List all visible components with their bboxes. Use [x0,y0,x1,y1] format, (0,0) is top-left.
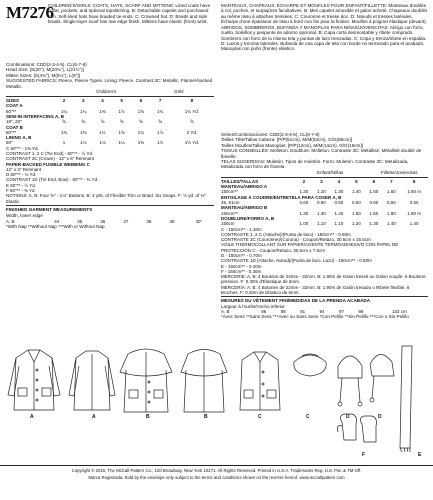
value-cell: 1.40 [409,221,419,227]
value-cell: 102 cm [391,309,407,315]
size-cell: 4 [337,178,341,184]
value-cell: 0.60 [299,200,309,206]
value-cell: 1.10 [334,221,344,227]
size-cell: 8 [190,98,194,104]
value-cell: 0.60 [409,200,419,206]
value-cell: 1½ [157,140,164,146]
value-cell: 1.50 [352,210,361,216]
value-cell: 34 [54,218,60,224]
value-cell: 91 [300,309,306,315]
figure-label: F [362,452,366,458]
row-label: CONTRASTE 1D (Attache, Nœud)/(Punta de lazo, Lazo) - 150cm** - 0.50m [221,258,372,264]
row-label: 46, 51cm [221,200,240,206]
group-children: Children's [96,89,117,95]
value-cell: 1.20 [299,189,309,195]
value-cell: 0.60 [317,200,326,206]
coat-a-front-drawing [8,350,60,410]
finished-title-r: MESURES DU VÊTEMENT FINI/MEDIDAS DE LA PRENDA ACABADA [221,298,371,304]
value-cell: 0.60 [369,200,379,206]
size-group-header [6,89,214,95]
size-cell: 6 [372,178,376,184]
value-cell: 1¾ Yd. [184,108,199,114]
row-label: MERCERÍA: A, B: 4 Botones de 22mm - 32mm. B: 1.90m de Galón tresado o Ribete flexible. 6 Broches. F: 0.30m de Elástico de 6mm. [221,284,410,296]
row-label: 150cm** [221,210,239,216]
table-row [221,285,428,296]
value-cell: 1½ [99,129,106,135]
value-cell: 86 [261,309,267,315]
value-cell: 1⅞ [157,129,164,135]
row-label: COAT B [6,124,23,130]
value-cell: 1.60 [369,210,379,216]
value-cell: 1¼ [118,140,125,146]
value-cell: ⅝ [158,119,163,125]
value-cell: 1.40 [352,189,361,195]
figure-label: E [418,452,422,458]
scarf-e-drawing [400,346,412,452]
row-label: C - 150cm** - 1.30m [221,226,262,232]
size-cell: 2 [302,178,306,184]
row-label: 150cm [221,221,235,227]
value-cell: 2 Yd. [186,129,198,135]
row-label: SEW-IN INTERFACING A, B [6,113,64,119]
row-label: 60"** [6,129,17,135]
left-column [6,62,214,229]
value-cell: 1.20 [317,189,326,195]
value-cell: 1¾ [157,108,164,114]
value-cell: 1⅜ [80,129,87,135]
row-label: 18", 20" [6,119,22,125]
coat-b-back-drawing [181,350,227,413]
value-cell: ⅝ [62,119,66,125]
value-cell: 1.20 [352,221,361,227]
row-label: F 60"** - ⅜ Yd. [6,188,36,194]
row-label: 60"** [6,108,17,114]
mittens-f-drawing [338,414,377,442]
figure-label: A [92,414,96,420]
value-cell: 1.00 [299,221,309,227]
metric-table [221,179,428,296]
intro-french-text: MANTEAUX, CHAPEAUX, ÉCHARPE ET MOUFLES POUR ENFANT/FILLETTE: Manteaux doublés à col, poches, et surpiqûres facultatives. B: Mini capelet amovible et galon acheté. Chapeaux doublés au même tissu à attaches tressées. C: Couronne et tresse doc. D: Nœuds et tresses latérales. Écharpe d'une épaisseur de tissu à bord non fini pour la finition. Moufles à poignet élastique (devant). [221,3,428,24]
head-size: Head Size: [S(20"), M(20¾"), L(21½")] [6,67,84,73]
row-label: ENTOILAGE À COUDRE/ENTRETELA PARA COSER A, B [221,194,342,200]
row-label: D 60"** - ¾ Yd. [6,172,37,178]
value-cell: 1¾ [137,129,145,135]
series: Séries/Combinaciones: CDD(2-3-4-5), CL(6-7-8) [221,132,320,137]
rule [6,205,214,206]
size-cell: 5 [120,98,123,104]
size-cell: 3 [81,98,85,104]
value-cell: ⅝ [119,119,124,125]
hat-d-drawing [338,356,362,406]
mitten-sizes: Mitten Sizes: [S(4¾"), M(5¼"), L(6")] [6,72,81,78]
value-cell: 1.40 [387,221,396,227]
row-label: COAT A [6,103,23,109]
value-cell: 36 [100,218,106,224]
row-label: C 60"** - 1⅜ Yd. [6,145,39,151]
value-cell: 89 [280,309,286,315]
pattern-code: M7276 [6,3,54,22]
value-cell: 38 [146,218,152,224]
figure-label: D [378,414,382,420]
row-label: CONTRAST 1D (Tie End, Bow) - 60"** - ⅜ Yd. [6,177,99,183]
suggested-fabrics: SUGGESTED FABRICS: Fleece, Fleece Types. Lining: Fleece. Contrast 3C: Metallic, Flannel-backed Metallic. [6,78,213,89]
value-cell: 37 [123,218,129,224]
table-row [221,242,428,253]
tailles-moufles: Tailles Moufles/Tallas Manoplas: [P/P(12cm), M/M(14cm), G/G(16cm)] [221,142,364,148]
tissus: TISSUS CONSEILLÉS: Molleton. Doublure: Molleton. Contraste 3C: Métallisé, Métallisé doublé de flanelle. [221,148,422,159]
value-cell: 0.60 [334,200,344,206]
intro-french-spanish [221,3,428,52]
row-label: PAPER-BACKED FUSIBLE WEBBING C [6,161,90,167]
value-cell: ⅝ [139,119,143,125]
rule [221,177,428,178]
table-row [6,193,214,204]
trademark-line: Marca Registrada. Sold by the envelope only subject to the terms and conditions shown on the reverse hereof. www.mccallpattern.com [88,475,345,480]
width-label: Width, lower edge [6,213,43,219]
value-cell: 99 [358,309,364,315]
row-label: CONTRASTE 1, 2 C (Attache)/(Punta de lazo) - 150cm** - 0.50m [221,231,351,237]
size-cell: 2 [62,98,66,104]
value-cell: 97 [338,309,344,315]
size-cell: 3 [320,178,323,184]
value-cell: 0.60 [352,200,361,206]
figure-label: B [146,414,150,420]
intro-english-text: CHILDREN'S/GIRLS' COATS, HATS, SCARF AND MITTENS: Lined coats have collar, pockets, and optional topstitching. B: Detachable capelet and purchased trim. Self-lined hats have braided tie ends. C: Crowned hat. D: Braids and side braids. Single-layer scarf has raw edge finish. Mittens have elastic (front) wrist. [48,3,211,24]
row-label: LINING A, B [6,135,32,141]
row-label: 12" x 3" Remnant [6,166,41,172]
value-cell: 1.40 [334,210,344,216]
row-label: NOTIONS: A, B: Four ⅝" - 1⅛" Buttons. B: 2 yds. of Flexible Trim or Braid. Six Snaps. F: ½ yd. of ⅜" Elastic. [6,193,206,204]
value-cell: 94 [319,309,325,315]
value-cell: 40" [195,218,203,224]
intro-spanish-text: ABRIGOS, SOMBREROS, BUFANDA Y MANOPLAS PARA NIÑAS/JOVENCITAS: Abrigo con forro, cuello, bolsillos y pespunte de adorno opcional. B: Capa corta desmontable y ribete comprado. Sombrero con forro de la misma tela y puntas de lazo trenzadas. C: Copa y trenza/ribete en espalda. D: Lazos y trenzas laterales. Bufanda de una capa de tela con borde no terminado para el acabado. Manoplas con puño (frente) elástico. [221,25,427,52]
value-cell: ⅝ [100,119,105,125]
row-label: VOILE THERMOCOLLANT SUR PAPIER/AGENTE TERMOADHESIVO CON PAPEL DE PROTECCIÓN C - Coupon/Retazo, 30.5cm x 7.5cm [221,242,399,253]
finished-title: FINISHED GARMENT MEASUREMENTS [6,206,93,212]
size-cell: 7 [158,98,162,104]
garment-illustrations [6,340,428,460]
value-cell: 1.80 [387,210,396,216]
capelet-drawing [294,354,326,376]
value-cell: 1.60 m [407,189,421,195]
sizes-label: TAILLES/TALLAS [221,178,259,184]
value-cell: 1.30 [369,221,379,227]
group-enfant: Enfant/Niñas [317,169,344,175]
group-girls: Girls' [174,89,185,95]
row-label: A, B [221,309,230,315]
value-cell: 39 [169,218,175,224]
coat-b-front-drawing [120,349,172,412]
size-group-header-r [221,170,428,176]
row-label: 60" [6,140,13,146]
size-cell: 6 [139,98,143,104]
row-label: MANTEAU/ABRIGO A [221,184,268,190]
combinations: Combinations: CDD(2-3-4-5), CL(6-7-8) [6,62,87,67]
coat-a-back-drawing [69,351,115,410]
value-cell: 35 [77,218,83,224]
value-cell: 1 [62,140,66,146]
value-cell: 1.30 [317,210,326,216]
value-cell: 1⅛ [80,140,87,146]
value-cell: 1½ [118,108,125,114]
value-cell: 1½ Yd. [184,140,199,146]
value-cell: ⅝ [81,119,86,125]
tailles-tete: Tailles Tête/Tallas Cabeza: [P/P(51cm), M/M(53cm), G/G(55cm)] [221,137,353,143]
figure-label: C [258,414,262,420]
row-label: CONTRAST 3C (Crown) - 12" x 6" Remnant [6,156,94,162]
intro-english [48,3,216,24]
group-fillette: Fillette/Jovencitas [381,169,418,175]
right-column [221,132,428,320]
row-label: 150cm** [221,189,239,195]
value-cell: 1¼ [60,108,68,114]
figure-label: B [204,414,208,420]
value-cell: 1¼ [80,108,87,114]
row-label: DOUBLURE/FORRO A, B [221,215,275,221]
hat-d-side-drawing [370,354,394,402]
rule [6,96,214,97]
row-label: CONTRASTE 3C (Couronne)/(Corona) - Coupon/Retazo, 30.5cm x 15.5cm [221,237,371,243]
row-label: E 60"** - ½ Yd. [6,182,37,188]
value-cell: 1⅝ [118,129,125,135]
figure-label: C [306,414,310,420]
yardage-table [6,98,214,204]
value-cell: 1.80 m [407,210,421,216]
value-cell: 1.30 [334,189,344,195]
value-cell: 1.30 [299,210,309,216]
size-cell: 4 [101,98,104,104]
figure-label: A [30,414,34,420]
footer [0,465,433,494]
telas: TELAS SUGERIDAS: Muletón, Tipos de muletón. Forro: Muletón. Contraste 3C: Metalizada, Metalizada con forro de franela. [221,159,409,170]
value-cell: 1⅝ [137,108,145,114]
width-label-r: Largeur à l'ourlet/Ancho inferior [221,303,285,309]
size-cell: 8 [412,178,416,184]
table-row [221,274,428,285]
value-cell: 1⅛ [99,140,106,146]
value-cell: ⅝ [190,119,194,125]
value-cell: 1⅜ [60,129,68,135]
value-cell: 1⅜ [99,108,106,114]
footnote-r: *Avec Sens **Sans Sens ***Avec ou Sans Sens *Con Pelillo **Sin Pelillo ***Con o Sin Pelillo [221,314,409,320]
value-cell: 1.60 [387,189,396,195]
copyright-line: Copyright © 2015, The McCall Pattern Co., 120 Broadway, New York 10271. All Rights Reserved. Printed in U.S.A. Trademarks Reg. U.S. Pat. & TM Off. [71,468,362,473]
row-label: MANTEAU/ABRIGO B [221,205,268,211]
value-cell: 1.10 [317,221,326,227]
row-label: MERCERIE: A, B: 4 Boutons de 22mm - 32mm. B: 1.90m de Galon tressé ou Galon souple. 6 Boutons-pression. F: 0.30m d'Élastique de 6mm. [221,274,427,285]
row-label: E - 150cm** - 0.40m [221,263,262,269]
row-label: A, B [6,218,15,224]
row-label: F - 150cm** - 0.30m [221,268,262,274]
row-label: CONTRAST 1, 2 C (Tie End) - 60"** - ½ Yd. [6,151,94,156]
sizes-label: SIZES [6,98,20,104]
size-cell: 5 [355,178,358,184]
value-cell: 1⅜ [137,140,145,146]
row-label: D - 150cm** - 0.70m [221,253,262,258]
figure-label: D [346,414,350,420]
coat-c-drawing [240,352,280,410]
value-cell: 0.60 [387,200,396,206]
value-cell: 1.50 [369,189,379,195]
footnote: *With Nap **Without Nap ***With or Without Nap [6,224,105,230]
size-cell: 7 [390,178,393,184]
